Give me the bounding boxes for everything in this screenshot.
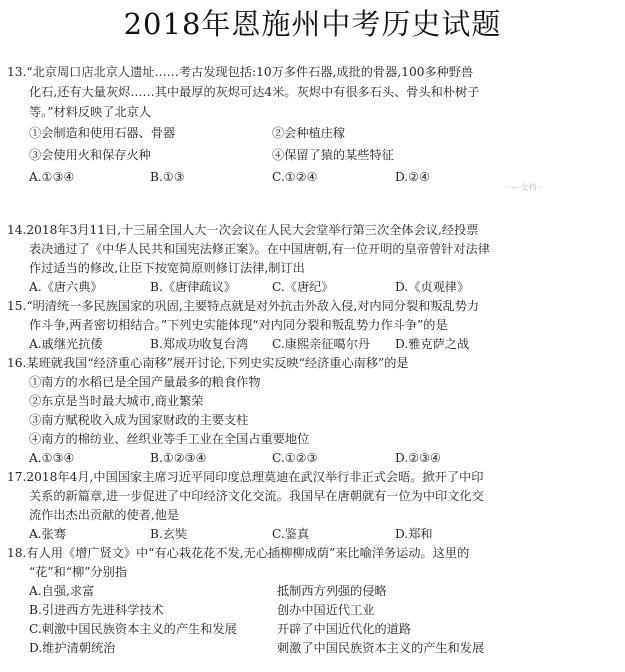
answer-option-a: A.张骞 [29,527,67,541]
answer-option-b: B.①③ [150,170,185,184]
question-stem-line: 16.某班就我国“经济重心南移”展开讨论,下列史实反映“经济重心南移”的是 [7,356,409,370]
statement-item: ④南方的棉纺业、丝织业等手工业在全国占重要地位 [29,432,310,446]
question-stem-line: 化石,还有大量灰烬……其中最厚的灰烬可达4米。灰烬中有很多石头、骨头和朴树子 [29,85,480,99]
watermark: ··— 文档·· [505,183,542,192]
question-stem-line: 14.2018年3月11日,十三届全国人大一次会议在人民大会堂举行第三次全体会议,经投票 [7,223,479,237]
answer-option-a: A.戚继光抗倭 [29,337,103,351]
statement-item: ③会使用火和保存火种 [29,148,151,162]
answer-option-a-second: 抵制西方列强的侵略 [277,584,387,598]
answer-option-c: C.①②④ [272,170,318,184]
question-stem-line: “花”和“柳”分别指 [29,565,128,579]
question-stem-line: 等。”材料反映了北京人 [29,105,152,119]
question-stem-line: 13.“北京周口店北京人遗址……考古发现包括:10万多件石器,成批的骨器,100多种野兽 [7,65,474,79]
answer-option-d: D.雅克萨之战 [395,337,470,351]
question-stem-line: 流作出杰出贡献的使者,他是 [29,508,180,522]
answer-option-b: B.《唐律疏议》 [150,280,236,294]
answer-option-c: C.《唐纪》 [272,280,334,294]
answer-option-c: C.①②③ [272,451,318,465]
answer-option-b: B.①②③④ [150,451,207,465]
answer-option-d-second: 刺激了中国民族资本主义的产生和发展 [277,641,485,655]
question-stem-line: 作斗争,两者密切相结合。”下列史实能体现“对内同分裂和叛乱势力作斗争”的是 [29,318,448,332]
answer-option-c: C.刺激中国民族资本主义的产生和发展 [29,622,237,636]
answer-option-a: A.①③④ [29,170,75,184]
answer-option-b: B.玄奘 [150,527,188,541]
answer-option-b: B.郑成功收复台湾 [150,337,249,351]
answer-option-a: A.自强,求富 [29,584,95,598]
question-stem-line: 表决通过了《中华人民共和国宪法修正案》。在中国唐朝,有一位开明的皇帝曾针对法律 [29,242,490,256]
statement-item: ④保留了猿的某些特征 [272,148,394,162]
answer-option-d: D.维护清朝统治 [29,641,116,655]
statement-item: ①南方的水稻已是全国产量最多的粮食作物 [29,375,261,389]
statement-item: ①会制造和使用石器、骨器 [29,126,176,140]
question-stem-line: 15.“明清统一多民族国家的巩固,主要特点就是对外抗击外敌入侵,对内同分裂和叛乱势力 [7,299,480,313]
answer-option-b: B.引进西方先进科学技术 [29,603,164,617]
answer-option-c: C.鉴真 [272,527,310,541]
answer-option-b-second: 创办中国近代工业 [277,603,375,617]
question-stem-line: 18.有人用《增广贤文》中“有心栽花花不发,无心插柳柳成荫”来比喻洋务运动。这里的 [7,546,470,560]
statement-item: ③南方赋税收入成为国家财政的主要支柱 [29,413,249,427]
statement-item: ②东京是当时最大城市,商业繁荣 [29,394,204,408]
answer-option-d: D.郑和 [395,527,433,541]
question-stem-line: 作过适当的修改,让臣下按宽简原则修订法律,制订出 [29,261,305,275]
question-stem-line: 关系的新篇章,进一步促进了中印经济文化交流。我国早在唐朝就有一位为中印文化交 [29,489,484,503]
answer-option-d: D.《贞观律》 [395,280,470,294]
answer-option-c-second: 开辟了中国近代化的道路 [277,622,412,636]
answer-option-c: C.康熙亲征噶尔丹 [272,337,371,351]
statement-item: ②会种植庄稼 [272,126,346,140]
page-title: 2018年恩施州中考历史试题 [123,7,502,41]
answer-option-d: D.②③④ [395,451,441,465]
answer-option-a: A.①③④ [29,451,75,465]
answer-option-a: A.《唐六典》 [29,280,103,294]
question-stem-line: 17.2018年4月,中国国家主席习近平同印度总理莫迪在武汉举行非正式会晤。掀开了中印 [7,470,484,484]
answer-option-d: D.②④ [395,170,431,184]
